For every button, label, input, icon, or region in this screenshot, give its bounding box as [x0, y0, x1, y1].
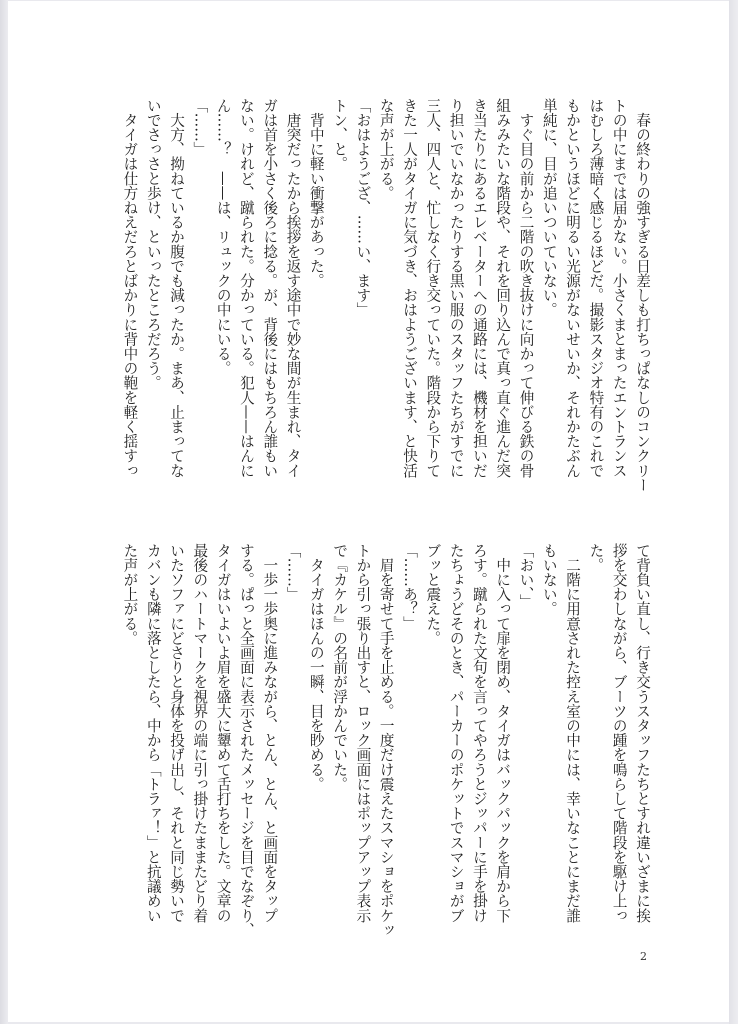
text-line: すぐ目の前から二階の吹き抜けに向かって伸びる鉄の骨: [517, 98, 535, 478]
text-line: 大方、拗ねているか腹でも減ったか。まあ、止まってな: [168, 98, 186, 478]
text-line: タイガはほんの一瞬、目を眇める。: [307, 543, 325, 792]
text-line: 中に入って扉を閉め、タイガはバックパックを肩から下: [494, 543, 512, 923]
text-line: 「……あ？」: [401, 543, 419, 631]
text-line: タイガはいよいよ眉を盛大に顰めて舌打ちをした。文章の: [214, 543, 232, 923]
text-line: 三人、四人と、忙しなく行き交っていた。階段から下りて: [424, 98, 442, 478]
text-block-top: [118, 98, 654, 508]
viewer-right-gutter: [729, 0, 738, 1024]
viewer-left-gutter: [0, 0, 8, 1024]
text-line: 春の終わりの強すぎる日差しも打ちっぱなしのコンクリー: [634, 98, 651, 493]
text-line: トン、と。: [331, 98, 349, 171]
text-line: き当たりにあるエレベーターへの通路には、機材を担いだ: [470, 98, 488, 478]
text-line: 二階に用意された控え室の中には、幸いなことにまだ誰: [564, 543, 582, 923]
text-line: トから引っ張り出すと、ロック画面にはポップアップ表示: [354, 543, 372, 923]
text-line: た。: [587, 543, 605, 573]
text-line: ガは首を小さく後ろに捻る。が、背後にはもちろん誰もい: [261, 98, 279, 478]
text-line: きた一人がタイガに気づき、おはようございます、と快活: [401, 98, 419, 478]
text-line: 「おい、」: [517, 543, 535, 609]
text-line: り担いでいなかったりする黒い服のスタッフたちがすでに: [447, 98, 465, 478]
text-line: ろす。蹴られた文句を言ってやろうとジッパーに手を掛け: [470, 543, 488, 923]
text-line: もいない。: [540, 543, 558, 616]
text-line: いでさっさと歩け、といったところだろう。: [144, 98, 162, 390]
text-line: 最後のハートマークを視界の端に引っ掛けたままたどり着: [191, 543, 209, 923]
text-line: タイガは仕方ねえだろとばかりに背中の鞄を軽く揺すっ: [121, 98, 139, 478]
text-line: いたソファにどさりと身体を投げ出し、それと同じ勢いで: [168, 543, 186, 923]
text-line: ブッと震えた。: [424, 543, 442, 646]
text-line: ない。けれど、蹴られた。分かっている。犯人——はんに: [237, 98, 255, 478]
text-line: はむしろ薄暗く感じるほどだ。撮影スタジオ特有のこれで: [587, 98, 605, 478]
page-number: 2: [640, 950, 647, 963]
text-line: な声が上がる。: [377, 98, 395, 201]
text-line: 組みみたいな階段や、それを回り込んで真っ直ぐ進んだ突: [494, 98, 512, 478]
text-line: で『カケル』の名前が浮かんでいた。: [331, 543, 349, 792]
text-line: 一歩一歩奥に進みながら、とん、とん、と画面をタップ: [261, 543, 279, 923]
text-line: ん……？ ——は、リュックの中にいる。: [214, 98, 232, 376]
text-line: 唐突だったから挨拶を返す途中で妙な間が生まれ、タイ: [284, 98, 302, 478]
text-line: 「……」: [191, 98, 209, 157]
text-line: 眉を寄せて手を止める。一度だけ震えたスマショをポケッ: [377, 543, 395, 938]
text-line: 単純に、目が追いついていない。: [540, 98, 558, 317]
text-line: 拶を交わしながら、ブーツの踵を鳴らして階段を駆け上っ: [610, 543, 628, 923]
text-line: 「おはようござ、……い、ます」: [354, 98, 372, 317]
text-line: トの中にまでは届かない。小さくまとまったエントランス: [610, 98, 628, 478]
text-line: て背負い直し、行き交うスタッフたちとすれ違いざまに挨: [634, 543, 651, 923]
text-line: する。ぱっと全画面に表示されたメッセージを目でなぞり、: [237, 543, 255, 938]
text-line: た声が上がる。: [121, 543, 139, 646]
text-line: 「……」: [284, 543, 302, 602]
text-line: 背中に軽い衝撃があった。: [307, 98, 325, 288]
text-line: もかというほどに明るい光源がないせいか、それかたぶん: [564, 98, 582, 478]
text-line: カバンも隣に落としたら、中から「トラァ！」と抗議めい: [144, 543, 162, 923]
text-line: たちょうどそのとき、パーカーのポケットでスマショがブ: [447, 543, 465, 923]
text-block-bottom: [118, 543, 654, 953]
